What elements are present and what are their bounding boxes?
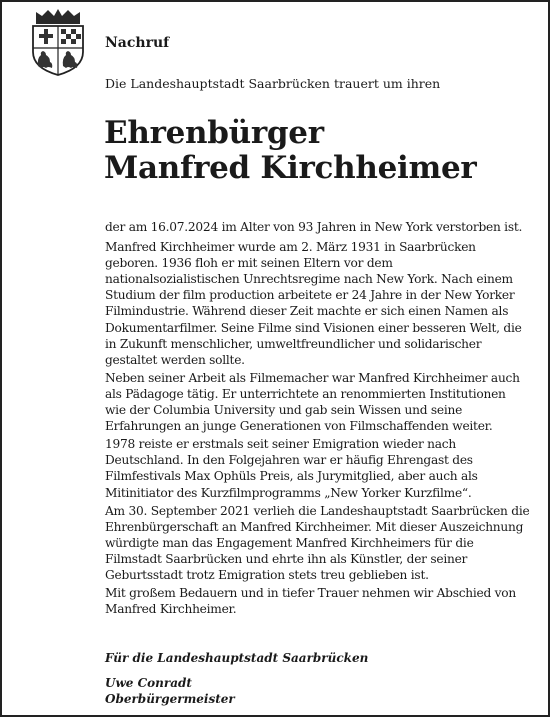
signature-block bbox=[105, 650, 368, 708]
title-line-2: Manfred Kirchheimer bbox=[104, 150, 477, 186]
obituary-body bbox=[105, 219, 530, 619]
paragraph-honorary-citizenship: Am 30. September 2021 verlieh die Landeshauptstadt Saarbrücken die Ehrenbürgerschaft an Manfred Kirchheimer. Mit dieser Auszeichnung würdigte man das Engagement Manfred Kirchheimers für die Filmstadt Saarbrücken und ehrte ihn als Künstler, der seiner Geburtsstadt trotz Emigration stets treu geblieben ist. bbox=[105, 503, 530, 582]
lead-sentence: der am 16.07.2024 im Alter von 93 Jahren in New York verstorben ist. bbox=[105, 220, 523, 234]
city-coat-of-arms-icon bbox=[28, 8, 88, 76]
intro-line: Die Landeshauptstadt Saarbrücken trauert um ihren bbox=[105, 76, 441, 91]
title-line-1: Ehrenbürger bbox=[104, 115, 324, 151]
paragraph-return: 1978 reiste er erstmals seit seiner Emigration wieder nach Deutschland. In den Folgejahren war er häufig Ehrengast des Filmfestivals Max Ophüls Preis, als Jurymitglied, aber auch als Mitinitiator des Kurzfilmprogramms „New Yorker Kurzfilme“. bbox=[105, 437, 478, 500]
notice-heading: Nachruf bbox=[105, 35, 170, 51]
paragraph-farewell: Mit großem Bedauern und in tiefer Trauer nehmen wir Abschied von Manfred Kirchheimer. bbox=[105, 586, 516, 617]
signature-organization: Für die Landeshauptstadt Saarbrücken bbox=[105, 651, 369, 665]
honoree-title bbox=[104, 116, 476, 186]
paragraph-teaching: Neben seiner Arbeit als Filmemacher war Manfred Kirchheimer auch als Pädagoge tätig. Er unterrichtete an renommierten Institutionen wie der Columbia University und gab sein Wissen und seine Erfahrungen an junge Generationen von Filmschaffenden weiter. bbox=[105, 370, 520, 434]
signature-role: Oberbürgermeister bbox=[105, 692, 235, 706]
signature-name: Uwe Conradt bbox=[105, 675, 192, 690]
paragraph-biography: Manfred Kirchheimer wurde am 2. März 1931 in Saarbrücken geboren. 1936 floh er mit seinen Eltern vor dem nationalsozialistischen Unrechtsregime nach New York. Nach einem Studium der film production arbeitete er 24 Jahre in der New Yorker Filmindustrie. Während dieser Zeit machte er sich einen Namen als Dokumentarfilmer. Seine Filme sind Visionen einer besseren Welt, die in Zukunft menschlicher, umweltfreundlicher und solidarischer gestaltet werden sollte. bbox=[105, 240, 522, 367]
